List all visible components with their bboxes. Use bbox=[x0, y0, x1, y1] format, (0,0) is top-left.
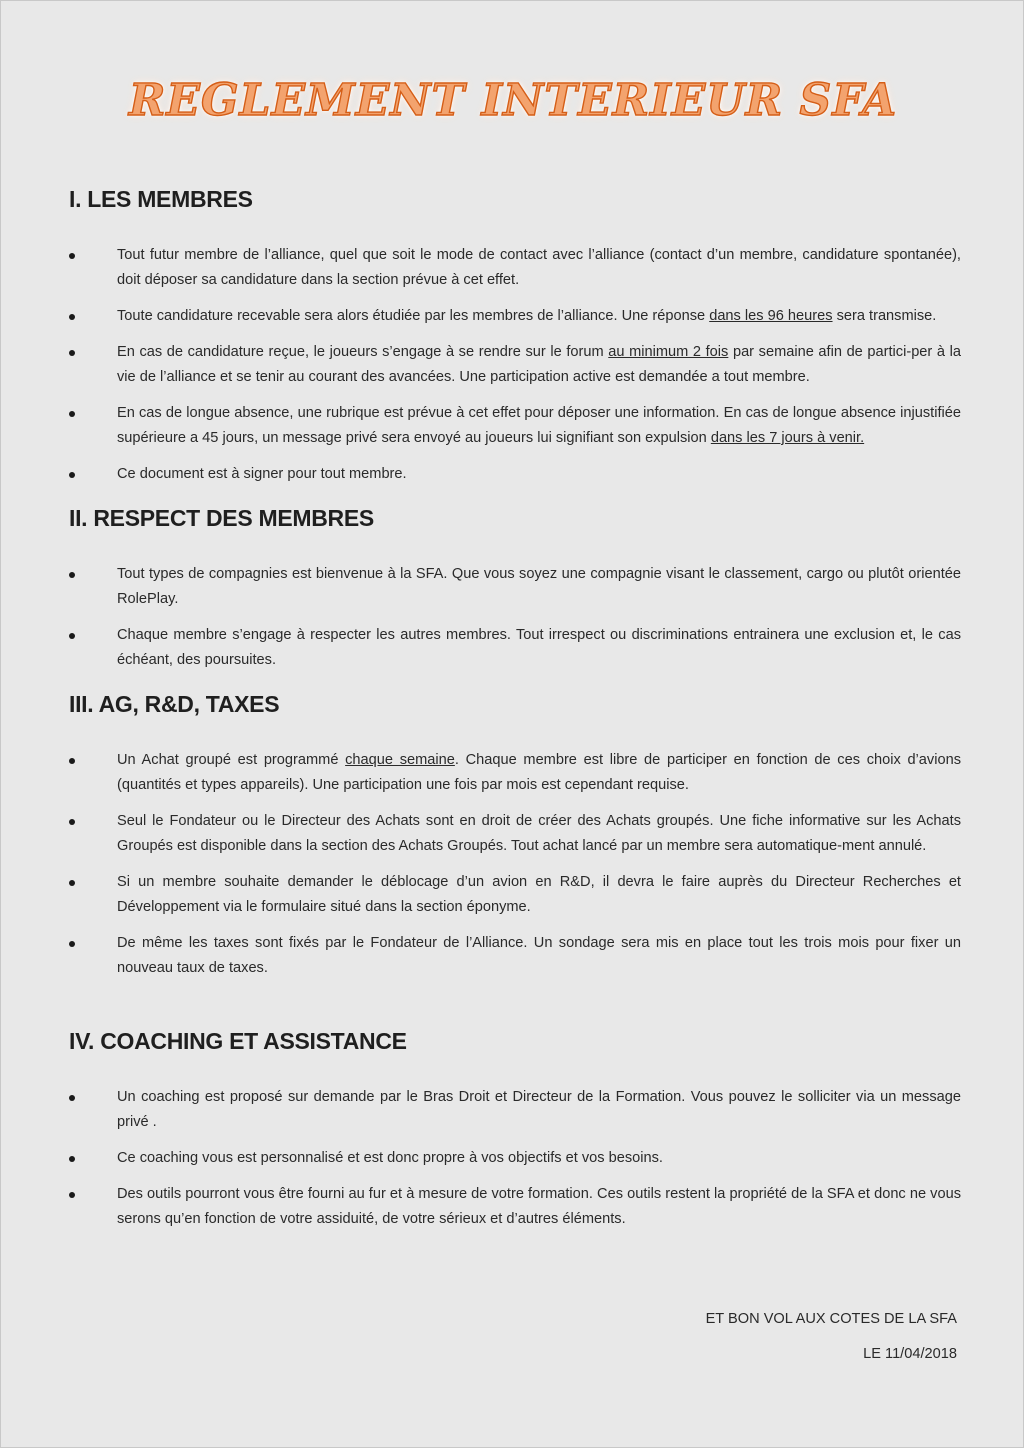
rule-item bbox=[69, 931, 961, 981]
rule-item bbox=[69, 340, 961, 390]
bullet-icon bbox=[69, 1156, 75, 1162]
rule-text: sera transmise. bbox=[832, 308, 937, 324]
rule-text: . Chaque membre est libre de participer en fonction de ces choix d’avions (quantités et types appareils). Une participation une fois par mois est cependant requise. bbox=[117, 752, 961, 793]
document-title: REGLEMENT INTERIEUR SFA bbox=[128, 75, 898, 126]
section-heading: II. RESPECT DES MEMBRES bbox=[69, 505, 374, 531]
rule-item bbox=[69, 462, 961, 487]
bullet-icon bbox=[69, 314, 75, 320]
document-date: LE 11/04/2018 bbox=[863, 1346, 957, 1362]
rule-text: Ce coaching vous est personnalisé et est donc propre à vos objectifs et vos besoins. bbox=[117, 1150, 663, 1166]
bullet-icon bbox=[69, 819, 75, 825]
section-heading: IV. COACHING ET ASSISTANCE bbox=[69, 1028, 407, 1054]
rule-item bbox=[69, 243, 961, 293]
closing-line: ET BON VOL AUX COTES DE LA SFA bbox=[705, 1311, 957, 1327]
underlined-text: au minimum 2 fois bbox=[608, 344, 729, 360]
rule-text: Seul le Fondateur ou le Directeur des Achats sont en droit de créer des Achats groupés. Une fiche informative sur les Achats Groupés est disponible dans la section des Achats Groupés. Tout achat lancé par un membre sera automatique-ment annulé. bbox=[117, 813, 961, 854]
rule-item bbox=[69, 562, 961, 612]
rule-item bbox=[69, 748, 961, 798]
rule-list bbox=[69, 243, 961, 487]
rule-item bbox=[69, 304, 961, 329]
rule-text: Un coaching est proposé sur demande par le Bras Droit et Directeur de la Formation. Vous pouvez le solliciter via un message privé . bbox=[117, 1089, 961, 1130]
underlined-text: chaque semaine bbox=[345, 752, 455, 768]
rule-text: En cas de candidature reçue, le joueurs s’engage à se rendre sur le forum bbox=[117, 344, 609, 360]
document-body bbox=[69, 179, 961, 1243]
bullet-icon bbox=[69, 633, 75, 639]
section-heading: I. LES MEMBRES bbox=[69, 186, 253, 212]
section-respect bbox=[69, 498, 961, 673]
rule-item bbox=[69, 1085, 961, 1135]
rule-text: par semaine afin de partici-per à la vie de l’alliance et se tenir au courant des avancées. Une participation active est demandée a tout membre. bbox=[117, 344, 961, 385]
rule-text: Ce document est à signer pour tout membre. bbox=[117, 466, 407, 482]
rule-list bbox=[69, 562, 961, 673]
bullet-icon bbox=[69, 411, 75, 417]
rule-text: Des outils pourront vous être fourni au fur et à mesure de votre formation. Ces outils restent la propriété de la SFA et donc ne vous serons qu’en fonction de votre assiduité, de votre sérieux et d’autres éléments. bbox=[117, 1186, 961, 1227]
underlined-text: dans les 7 jours à venir. bbox=[710, 430, 865, 446]
rule-text: Tout futur membre de l’alliance, quel que soit le mode de contact avec l’alliance (contact d’un membre, candidature spontanée), doit déposer sa candidature dans la section prévue à cet effet. bbox=[117, 247, 961, 288]
rule-text: Chaque membre s’engage à respecter les autres membres. Tout irrespect ou discriminations entrainera une exclusion et, le cas échéant, des poursuites. bbox=[117, 627, 961, 668]
bullet-icon bbox=[69, 1095, 75, 1101]
section-ag-rd-taxes bbox=[69, 684, 961, 981]
rule-text: Si un membre souhaite demander le déblocage d’un avion en R&D, il devra le faire auprès du Directeur Recherches et Développement via le formulaire situé dans la section éponyme. bbox=[117, 874, 961, 915]
bullet-icon bbox=[69, 253, 75, 259]
rule-item bbox=[69, 623, 961, 673]
rule-item bbox=[69, 1182, 961, 1232]
rule-item bbox=[69, 401, 961, 451]
rule-text: De même les taxes sont fixés par le Fondateur de l’Alliance. Un sondage sera mis en place tout les trois mois pour fixer un nouveau taux de taxes. bbox=[117, 935, 961, 976]
rule-item bbox=[69, 809, 961, 859]
rule-item bbox=[69, 870, 961, 920]
section-membres bbox=[69, 179, 961, 487]
bullet-icon bbox=[69, 941, 75, 947]
bullet-icon bbox=[69, 472, 75, 478]
rule-text: Tout types de compagnies est bienvenue à la SFA. Que vous soyez une compagnie visant le classement, cargo ou plutôt orientée RolePlay. bbox=[117, 566, 961, 607]
bullet-icon bbox=[69, 350, 75, 356]
underlined-text: dans les 96 heures bbox=[709, 308, 833, 324]
bullet-icon bbox=[69, 880, 75, 886]
rule-text: En cas de longue absence, une rubrique est prévue à cet effet pour déposer une information. En cas de longue absence injustifiée supérieure a 45 jours, un message privé sera envoyé au joueurs lui signifiant son expulsion bbox=[117, 405, 961, 446]
document-footer bbox=[706, 1307, 957, 1377]
bullet-icon bbox=[69, 1192, 75, 1198]
bullet-icon bbox=[69, 758, 75, 764]
section-heading: III. AG, R&D, TAXES bbox=[69, 691, 280, 717]
rule-text: Un Achat groupé est programmé bbox=[117, 752, 346, 768]
bullet-icon bbox=[69, 572, 75, 578]
rule-text: Toute candidature recevable sera alors étudiée par les membres de l’alliance. Une réponse bbox=[117, 308, 710, 324]
section-coaching bbox=[69, 1021, 961, 1232]
rule-item bbox=[69, 1146, 961, 1171]
rule-list bbox=[69, 748, 961, 981]
rule-list bbox=[69, 1085, 961, 1232]
